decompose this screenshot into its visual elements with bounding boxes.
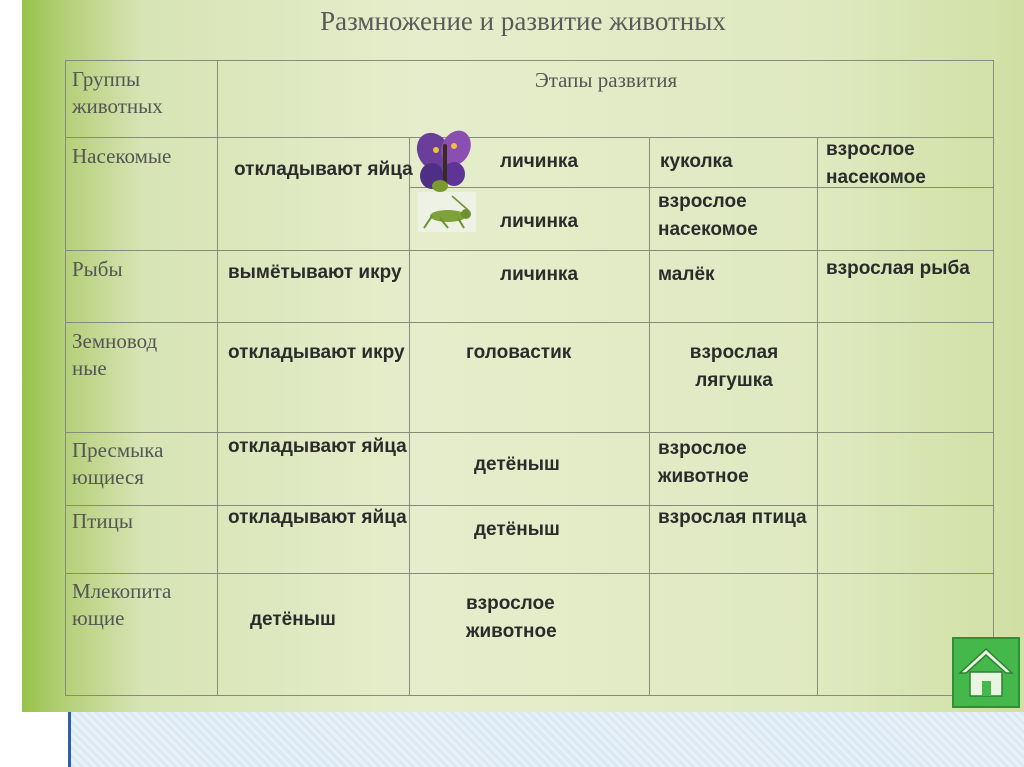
fish-stage4: взрослая рыба: [826, 258, 970, 279]
stage4-cell: [818, 506, 994, 574]
table-row: [66, 323, 994, 433]
stage4-cell: [818, 138, 994, 188]
stage3-cell: [650, 323, 818, 433]
amphibians-stage2: головастик: [466, 342, 572, 363]
insects-sub1-stage4: взрослое насекомое: [826, 139, 926, 188]
group-cell: [66, 251, 218, 323]
table-row: [66, 506, 994, 574]
insects-stage1: откладывают яйца: [234, 159, 413, 180]
group-cell: [66, 433, 218, 506]
group-mammals: Млекопита ющие: [72, 579, 172, 631]
stage2-cell: [410, 251, 650, 323]
header-groups: Группы животных: [72, 67, 163, 119]
mammals-stage1: детёныш: [250, 609, 336, 630]
stage4-cell: [818, 433, 994, 506]
background-water-strip: [68, 712, 1024, 767]
table-header-row: [66, 61, 994, 138]
stage4-cell: [818, 251, 994, 323]
stage1-cell: [218, 574, 410, 696]
stage3-cell: [650, 574, 818, 696]
stage2-cell: [410, 506, 650, 574]
table-row: [66, 251, 994, 323]
group-reptiles: Пресмыка ющиеся: [72, 438, 164, 490]
stage3-cell: [650, 251, 818, 323]
background-edge-line: [68, 712, 71, 767]
fish-stage3: малёк: [658, 264, 715, 285]
stage2-cell: [410, 188, 650, 251]
stage3-cell: [650, 188, 818, 251]
stage1-cell: [218, 323, 410, 433]
group-cell: [66, 138, 218, 251]
group-birds: Птицы: [72, 509, 133, 533]
stage1-cell: [218, 506, 410, 574]
group-amphibians: Земновод ные: [72, 329, 158, 381]
birds-stage2: детёныш: [474, 519, 560, 540]
reptiles-stage3: взрослое животное: [658, 438, 749, 487]
insects-sub1-stage2: личинка: [500, 151, 579, 172]
stage4-cell: [818, 323, 994, 433]
amphibians-stage1: откладывают икру: [228, 342, 405, 363]
insects-sub2-stage2: личинка: [500, 211, 579, 232]
header-stages: Этапы развития: [534, 68, 678, 92]
group-insects: Насекомые: [72, 144, 172, 168]
slide-title: Размножение и развитие животных: [320, 6, 726, 36]
reptiles-stage1: откладывают яйца: [228, 436, 407, 457]
group-cell: [66, 323, 218, 433]
table-row: [66, 138, 994, 188]
stage2-cell: [410, 574, 650, 696]
birds-stage1: откладывают яйца: [228, 507, 407, 528]
header-groups-cell: [66, 61, 218, 138]
group-cell: [66, 506, 218, 574]
fish-stage2: личинка: [500, 264, 579, 285]
grasshopper-icon: [418, 192, 476, 232]
stage3-cell: [650, 138, 818, 188]
fish-stage1: вымётывают икру: [228, 262, 402, 283]
home-button[interactable]: [952, 637, 1020, 708]
stage1-cell: [218, 138, 413, 251]
stage2-cell: [410, 138, 650, 188]
butterfly-icon: [414, 130, 478, 196]
reptiles-stage2: детёныш: [474, 454, 560, 475]
insects-sub1-stage3: куколка: [660, 151, 733, 172]
group-cell: [66, 574, 218, 696]
insects-sub2-stage3: взрослое насекомое: [658, 191, 758, 240]
stage4-cell: [818, 188, 994, 251]
stage3-cell: [650, 506, 818, 574]
stage1-cell: [218, 433, 410, 506]
amphibians-stage3: взрослая лягушка: [689, 342, 779, 391]
stage1-cell: [218, 251, 410, 323]
header-stages-cell: [218, 61, 994, 138]
mammals-stage2: взрослое животное: [466, 593, 557, 642]
table-row: [66, 433, 994, 506]
group-fish: Рыбы: [72, 257, 123, 281]
stage2-cell: [410, 433, 650, 506]
stage3-cell: [650, 433, 818, 506]
birds-stage3: взрослая птица: [658, 507, 807, 528]
table-row: [66, 574, 994, 696]
stage2-cell: [410, 323, 650, 433]
development-table: [65, 60, 994, 696]
home-icon: [954, 639, 1018, 706]
